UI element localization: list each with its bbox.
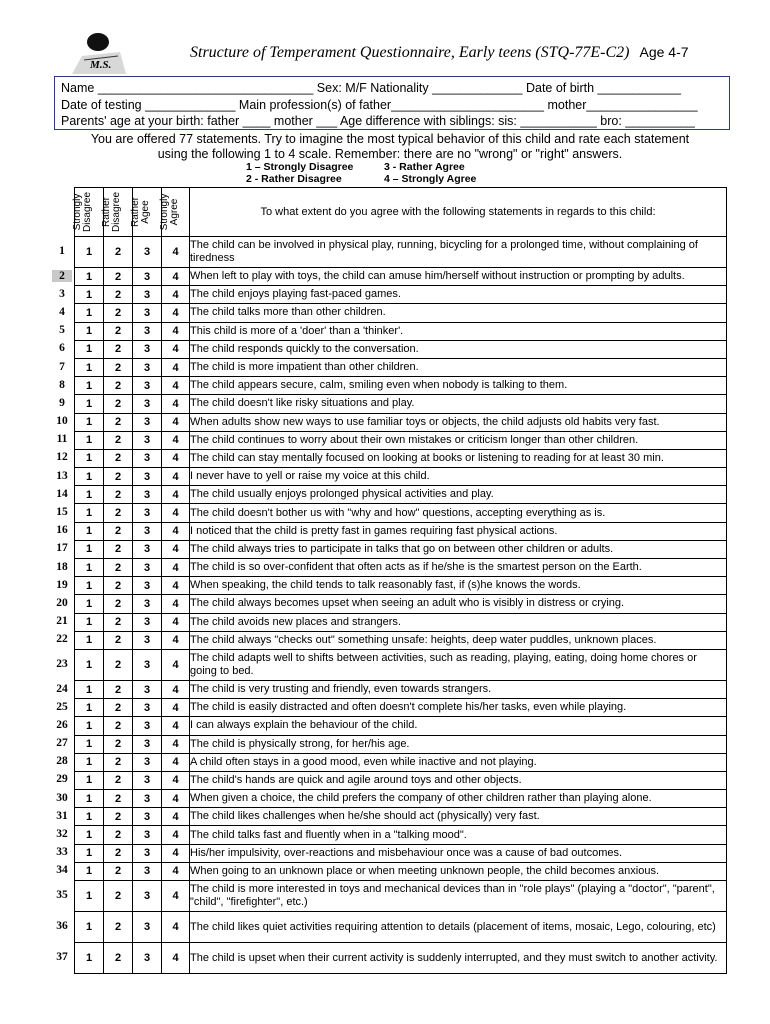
respondent-info-box <box>54 76 730 130</box>
statement-text: The child talks fast and fluently when in a "talking mood". <box>190 826 727 844</box>
statement-text: The child always "checks out" something unsafe: heights, deep water puddles, unknown places. <box>190 631 727 649</box>
rating-option-3[interactable]: 3 <box>133 881 162 912</box>
rating-option-3[interactable]: 3 <box>133 631 162 649</box>
rating-option-4[interactable]: 4 <box>162 237 190 268</box>
institution-logo <box>68 30 130 76</box>
rating-option-3[interactable]: 3 <box>133 540 162 558</box>
rating-option-2[interactable]: 2 <box>104 595 133 613</box>
info-line-name[interactable]: Name _______________________________ Sex: M/F Nationality _____________ Date of birth ____________ <box>61 81 681 95</box>
rating-option-1[interactable]: 1 <box>75 862 104 880</box>
rating-option-3[interactable]: 3 <box>133 377 162 395</box>
rating-option-2[interactable]: 2 <box>104 680 133 698</box>
rating-option-1[interactable]: 1 <box>75 268 104 286</box>
table-row <box>75 826 727 844</box>
table-row <box>75 912 727 943</box>
rating-option-1[interactable]: 1 <box>75 486 104 504</box>
rating-option-1[interactable]: 1 <box>75 844 104 862</box>
rating-option-3[interactable]: 3 <box>133 680 162 698</box>
statement-text: The child responds quickly to the conversation. <box>190 340 727 358</box>
statement-text: The child adapts well to shifts between activities, such as reading, playing, eating, doing home chores or going to bed. <box>190 649 727 680</box>
row-number: 28 <box>56 755 68 768</box>
rating-option-1[interactable]: 1 <box>75 735 104 753</box>
row-number: 32 <box>56 828 68 841</box>
row-number: 18 <box>56 560 68 573</box>
rating-option-2[interactable]: 2 <box>104 431 133 449</box>
table-row <box>75 680 727 698</box>
statement-text: When going to an unknown place or when meeting unknown people, the child becomes anxious. <box>190 862 727 880</box>
row-number: 8 <box>59 378 65 391</box>
statement-text: The child can stay mentally focused on looking at books or listening to reading for at least 30 min. <box>190 449 727 467</box>
rating-option-1[interactable]: 1 <box>75 881 104 912</box>
table-row <box>75 340 727 358</box>
rating-option-4[interactable]: 4 <box>162 286 190 304</box>
rating-option-3[interactable]: 3 <box>133 771 162 789</box>
rating-option-4[interactable]: 4 <box>162 395 190 413</box>
rating-option-2[interactable]: 2 <box>104 340 133 358</box>
table-row <box>75 862 727 880</box>
rating-option-3[interactable]: 3 <box>133 358 162 376</box>
table-row <box>75 649 727 680</box>
statement-text: I can always explain the behaviour of the child. <box>190 717 727 735</box>
rating-option-2[interactable]: 2 <box>104 449 133 467</box>
rating-option-2[interactable]: 2 <box>104 268 133 286</box>
rating-option-1[interactable]: 1 <box>75 577 104 595</box>
rating-option-3[interactable]: 3 <box>133 449 162 467</box>
instructions-line-2: using the following 1 to 4 scale. Remember: there are no "wrong" or "right" answers. <box>157 147 623 161</box>
row-number: 27 <box>56 737 68 750</box>
table-row <box>75 449 727 467</box>
rating-option-4[interactable]: 4 <box>162 613 190 631</box>
rating-option-1[interactable]: 1 <box>75 522 104 540</box>
row-number: 9 <box>59 396 65 409</box>
rating-option-2[interactable]: 2 <box>104 862 133 880</box>
row-number: 12 <box>56 451 68 464</box>
rating-option-4[interactable]: 4 <box>162 943 190 974</box>
rating-option-1[interactable]: 1 <box>75 449 104 467</box>
row-number: 19 <box>56 578 68 591</box>
table-row <box>75 881 727 912</box>
statement-text: The child is easily distracted and often doesn't complete his/her tasks, even while playing. <box>190 699 727 717</box>
rating-option-2[interactable]: 2 <box>104 468 133 486</box>
rating-option-2[interactable]: 2 <box>104 881 133 912</box>
questionnaire-table <box>74 187 727 974</box>
statement-text: The child always becomes upset when seeing an adult who is visibly in distress or crying. <box>190 595 727 613</box>
row-number: 30 <box>56 791 68 804</box>
scale-2: 2 - Rather Disagree <box>246 173 342 185</box>
rating-option-4[interactable]: 4 <box>162 649 190 680</box>
row-number: 5 <box>59 324 65 337</box>
table-row <box>75 943 727 974</box>
row-number: 21 <box>56 615 68 628</box>
rating-option-4[interactable]: 4 <box>162 577 190 595</box>
rating-option-1[interactable]: 1 <box>75 790 104 808</box>
col-header-strongly-disagree: Strongly Disagree <box>75 188 104 237</box>
rating-option-3[interactable]: 3 <box>133 504 162 522</box>
rating-option-2[interactable]: 2 <box>104 237 133 268</box>
table-row <box>75 559 727 577</box>
row-number: 13 <box>56 469 68 482</box>
rating-option-3[interactable]: 3 <box>133 826 162 844</box>
rating-option-4[interactable]: 4 <box>162 595 190 613</box>
rating-option-3[interactable]: 3 <box>133 862 162 880</box>
document-title <box>190 44 689 62</box>
row-number: 29 <box>56 773 68 786</box>
table-row <box>75 808 727 826</box>
table-row <box>75 631 727 649</box>
table-row <box>75 735 727 753</box>
rating-option-3[interactable]: 3 <box>133 522 162 540</box>
statement-text: The child likes challenges when he/she should act (physically) very fast. <box>190 808 727 826</box>
statement-text: The child usually enjoys prolonged physical activities and play. <box>190 486 727 504</box>
statement-text: When left to play with toys, the child can amuse him/herself without instruction or prompting by adults. <box>190 268 727 286</box>
statement-text: The child is more impatient than other children. <box>190 358 727 376</box>
rating-option-1[interactable]: 1 <box>75 431 104 449</box>
rating-option-4[interactable]: 4 <box>162 881 190 912</box>
rating-option-4[interactable]: 4 <box>162 268 190 286</box>
rating-option-3[interactable]: 3 <box>133 943 162 974</box>
statement-text: The child avoids new places and strangers. <box>190 613 727 631</box>
statement-text: The child is upset when their current activity is suddenly interrupted, and they must switch to another activity. <box>190 943 727 974</box>
statement-text: The child can be involved in physical play, running, bicycling for a prolonged time, without complaining of tiredness <box>190 237 727 268</box>
rating-option-4[interactable]: 4 <box>162 808 190 826</box>
table-row <box>75 377 727 395</box>
rating-option-4[interactable]: 4 <box>162 844 190 862</box>
rating-option-3[interactable]: 3 <box>133 431 162 449</box>
rating-option-3[interactable]: 3 <box>133 322 162 340</box>
rating-option-2[interactable]: 2 <box>104 322 133 340</box>
rating-option-4[interactable]: 4 <box>162 912 190 943</box>
rating-option-3[interactable]: 3 <box>133 790 162 808</box>
rating-option-3[interactable]: 3 <box>133 699 162 717</box>
rating-option-2[interactable]: 2 <box>104 631 133 649</box>
row-number: 23 <box>56 657 68 670</box>
rating-option-3[interactable]: 3 <box>133 613 162 631</box>
statement-text: The child is very trusting and friendly, even towards strangers. <box>190 680 727 698</box>
statement-text: When adults show new ways to use familiar toys or objects, the child adjusts old habits very fast. <box>190 413 727 431</box>
row-number: 15 <box>56 506 68 519</box>
rating-option-4[interactable]: 4 <box>162 717 190 735</box>
statement-text: The child doesn't bother us with "why and how" questions, accepting everything as is. <box>190 504 727 522</box>
table-row <box>75 322 727 340</box>
rating-option-1[interactable]: 1 <box>75 237 104 268</box>
question-header: To what extent do you agree with the following statements in regards to this child: <box>190 188 727 237</box>
row-number: 6 <box>59 342 65 355</box>
rating-option-3[interactable]: 3 <box>133 735 162 753</box>
table-row <box>75 753 727 771</box>
table-row <box>75 717 727 735</box>
rating-option-4[interactable]: 4 <box>162 771 190 789</box>
rating-option-4[interactable]: 4 <box>162 826 190 844</box>
statement-text: His/her impulsivity, over-reactions and misbehaviour once was a cause of bad outcomes. <box>190 844 727 862</box>
table-row <box>75 413 727 431</box>
rating-option-2[interactable]: 2 <box>104 504 133 522</box>
rating-option-4[interactable]: 4 <box>162 540 190 558</box>
rating-option-1[interactable]: 1 <box>75 322 104 340</box>
row-number: 26 <box>56 718 68 731</box>
statement-text: The child talks more than other children. <box>190 304 727 322</box>
scale-4: 4 – Strongly Agree <box>384 173 477 185</box>
rating-option-4[interactable]: 4 <box>162 377 190 395</box>
statement-text: I noticed that the child is pretty fast in games requiring fast physical actions. <box>190 522 727 540</box>
rating-option-3[interactable]: 3 <box>133 844 162 862</box>
rating-option-2[interactable]: 2 <box>104 649 133 680</box>
title-text: Structure of Temperament Questionnaire, Early teens (STQ-77E-C2) <box>190 44 630 61</box>
rating-option-4[interactable]: 4 <box>162 486 190 504</box>
rating-option-2[interactable]: 2 <box>104 522 133 540</box>
rating-option-4[interactable]: 4 <box>162 559 190 577</box>
rating-option-3[interactable]: 3 <box>133 468 162 486</box>
rating-option-1[interactable]: 1 <box>75 377 104 395</box>
table-row <box>75 468 727 486</box>
table-row <box>75 304 727 322</box>
statement-text: The child appears secure, calm, smiling even when nobody is talking to them. <box>190 377 727 395</box>
row-number: 3 <box>59 287 65 300</box>
table-row <box>75 504 727 522</box>
statement-text: The child continues to worry about their own mistakes or criticism longer than other children. <box>190 431 727 449</box>
table-row <box>75 237 727 268</box>
rating-option-4[interactable]: 4 <box>162 790 190 808</box>
rating-option-4[interactable]: 4 <box>162 735 190 753</box>
row-number: 10 <box>56 415 68 428</box>
rating-option-3[interactable]: 3 <box>133 395 162 413</box>
scale-3: 3 - Rather Agree <box>384 161 465 173</box>
row-number: 17 <box>56 542 68 555</box>
statement-text: The child always tries to participate in talks that go on between other children or adults. <box>190 540 727 558</box>
rating-option-4[interactable]: 4 <box>162 862 190 880</box>
rating-option-2[interactable]: 2 <box>104 286 133 304</box>
rating-option-2[interactable]: 2 <box>104 717 133 735</box>
rating-option-4[interactable]: 4 <box>162 358 190 376</box>
table-row <box>75 771 727 789</box>
rating-option-1[interactable]: 1 <box>75 771 104 789</box>
rating-option-2[interactable]: 2 <box>104 943 133 974</box>
rating-option-1[interactable]: 1 <box>75 826 104 844</box>
rating-option-4[interactable]: 4 <box>162 413 190 431</box>
row-number: 25 <box>56 700 68 713</box>
rating-option-2[interactable]: 2 <box>104 844 133 862</box>
rating-option-3[interactable]: 3 <box>133 577 162 595</box>
rating-option-1[interactable]: 1 <box>75 468 104 486</box>
statement-text: The child is more interested in toys and mechanical devices than in "role plays" (playing a "doctor", "parent", "child", "firefighter", etc.) <box>190 881 727 912</box>
rating-option-1[interactable]: 1 <box>75 649 104 680</box>
col-header-rather-disagree: Rather Disagree <box>104 188 133 237</box>
table-row <box>75 486 727 504</box>
statement-text: I never have to yell or raise my voice at this child. <box>190 468 727 486</box>
table-row <box>75 577 727 595</box>
row-number: 22 <box>56 633 68 646</box>
rating-option-2[interactable]: 2 <box>104 577 133 595</box>
rating-option-2[interactable]: 2 <box>104 912 133 943</box>
rating-option-4[interactable]: 4 <box>162 753 190 771</box>
rating-option-3[interactable]: 3 <box>133 286 162 304</box>
table-row <box>75 358 727 376</box>
info-line-parents[interactable]: Parents' age at your birth: father ____ mother ___ Age difference with siblings: sis: ___________ bro: __________ <box>61 114 695 128</box>
rating-option-2[interactable]: 2 <box>104 486 133 504</box>
row-number: 7 <box>59 360 65 373</box>
rating-option-2[interactable]: 2 <box>104 613 133 631</box>
rating-option-2[interactable]: 2 <box>104 790 133 808</box>
age-range: Age 4-7 <box>639 44 689 60</box>
table-row <box>75 395 727 413</box>
rating-option-2[interactable]: 2 <box>104 540 133 558</box>
row-number: 2 <box>52 270 72 282</box>
table-row <box>75 595 727 613</box>
rating-option-2[interactable]: 2 <box>104 304 133 322</box>
rating-option-3[interactable]: 3 <box>133 912 162 943</box>
row-number: 24 <box>56 682 68 695</box>
table-row <box>75 268 727 286</box>
statement-text: The child likes quiet activities requiring attention to details (placement of items, mosaic, Lego, colouring, etc) <box>190 912 727 943</box>
rating-option-2[interactable]: 2 <box>104 413 133 431</box>
rating-option-2[interactable]: 2 <box>104 771 133 789</box>
rating-option-2[interactable]: 2 <box>104 808 133 826</box>
rating-option-3[interactable]: 3 <box>133 304 162 322</box>
rating-option-3[interactable]: 3 <box>133 486 162 504</box>
row-number: 37 <box>56 951 68 963</box>
rating-option-1[interactable]: 1 <box>75 395 104 413</box>
row-number: 1 <box>59 245 65 257</box>
rating-option-3[interactable]: 3 <box>133 717 162 735</box>
info-line-testing[interactable]: Date of testing _____________ Main profession(s) of father______________________ mother________________ <box>61 97 698 112</box>
row-number: 11 <box>56 433 68 446</box>
rating-option-4[interactable]: 4 <box>162 504 190 522</box>
statement-text: The child is so over-confident that often acts as if he/she is the smartest person on the Earth. <box>190 559 727 577</box>
statement-text: This child is more of a 'doer' than a 'thinker'. <box>190 322 727 340</box>
table-row <box>75 790 727 808</box>
rating-option-4[interactable]: 4 <box>162 522 190 540</box>
col-header-strongly-agree: Strongly Agree <box>162 188 190 237</box>
rating-option-4[interactable]: 4 <box>162 631 190 649</box>
rating-option-2[interactable]: 2 <box>104 699 133 717</box>
rating-option-3[interactable]: 3 <box>133 595 162 613</box>
rating-option-3[interactable]: 3 <box>133 237 162 268</box>
table-header-row <box>75 188 727 237</box>
rating-option-4[interactable]: 4 <box>162 680 190 698</box>
rating-option-1[interactable]: 1 <box>75 753 104 771</box>
rating-option-1[interactable]: 1 <box>75 413 104 431</box>
rating-option-4[interactable]: 4 <box>162 431 190 449</box>
statement-text: When speaking, the child tends to talk reasonably fast, if (s)he knows the words. <box>190 577 727 595</box>
table-row <box>75 522 727 540</box>
rating-option-1[interactable]: 1 <box>75 699 104 717</box>
rating-option-1[interactable]: 1 <box>75 613 104 631</box>
rating-option-1[interactable]: 1 <box>75 680 104 698</box>
row-number: 31 <box>56 809 68 822</box>
rating-option-1[interactable]: 1 <box>75 808 104 826</box>
col-header-rather-agree: Rather Agee <box>133 188 162 237</box>
rating-option-3[interactable]: 3 <box>133 340 162 358</box>
row-number: 36 <box>56 920 68 932</box>
rating-option-3[interactable]: 3 <box>133 753 162 771</box>
statement-text: The child doesn't like risky situations and play. <box>190 395 727 413</box>
row-number: 4 <box>59 305 65 318</box>
rating-option-3[interactable]: 3 <box>133 268 162 286</box>
rating-option-4[interactable]: 4 <box>162 468 190 486</box>
scale-1: 1 – Strongly Disagree <box>246 161 354 173</box>
rating-option-1[interactable]: 1 <box>75 304 104 322</box>
statement-text: The child is physically strong, for her/his age. <box>190 735 727 753</box>
scale-legend-left <box>246 161 353 185</box>
rating-option-2[interactable]: 2 <box>104 395 133 413</box>
rating-option-1[interactable]: 1 <box>75 559 104 577</box>
rating-option-4[interactable]: 4 <box>162 449 190 467</box>
rating-option-1[interactable]: 1 <box>75 340 104 358</box>
rating-option-1[interactable]: 1 <box>75 631 104 649</box>
statement-text: When given a choice, the child prefers the company of other children rather than playing alone. <box>190 790 727 808</box>
row-number: 33 <box>56 846 68 859</box>
rating-option-2[interactable]: 2 <box>104 559 133 577</box>
row-number: 34 <box>56 864 68 877</box>
rating-option-4[interactable]: 4 <box>162 322 190 340</box>
svg-text:M.S.: M.S. <box>90 59 112 71</box>
rating-option-3[interactable]: 3 <box>133 808 162 826</box>
rating-option-4[interactable]: 4 <box>162 304 190 322</box>
row-number: 16 <box>56 524 68 537</box>
table-row <box>75 613 727 631</box>
rating-option-2[interactable]: 2 <box>104 377 133 395</box>
rating-option-1[interactable]: 1 <box>75 540 104 558</box>
statement-text: The child's hands are quick and agile around toys and other objects. <box>190 771 727 789</box>
table-row <box>75 286 727 304</box>
row-number: 14 <box>56 487 68 500</box>
rating-option-1[interactable]: 1 <box>75 912 104 943</box>
row-number: 20 <box>56 596 68 609</box>
scale-legend-right <box>384 161 476 185</box>
rating-option-1[interactable]: 1 <box>75 358 104 376</box>
rating-option-4[interactable]: 4 <box>162 699 190 717</box>
rating-option-1[interactable]: 1 <box>75 595 104 613</box>
rating-option-3[interactable]: 3 <box>133 559 162 577</box>
rating-option-1[interactable]: 1 <box>75 504 104 522</box>
rating-option-2[interactable]: 2 <box>104 735 133 753</box>
instructions <box>60 132 720 162</box>
statement-text: A child often stays in a good mood, even while inactive and not playing. <box>190 753 727 771</box>
rating-option-2[interactable]: 2 <box>104 753 133 771</box>
rating-option-3[interactable]: 3 <box>133 649 162 680</box>
rating-option-2[interactable]: 2 <box>104 826 133 844</box>
table-row <box>75 699 727 717</box>
rating-option-4[interactable]: 4 <box>162 340 190 358</box>
rating-option-1[interactable]: 1 <box>75 943 104 974</box>
table-row <box>75 844 727 862</box>
rating-option-1[interactable]: 1 <box>75 286 104 304</box>
statement-text: The child enjoys playing fast-paced games. <box>190 286 727 304</box>
row-number: 35 <box>56 889 68 901</box>
rating-option-2[interactable]: 2 <box>104 358 133 376</box>
table-row <box>75 431 727 449</box>
rating-option-3[interactable]: 3 <box>133 413 162 431</box>
table-row <box>75 540 727 558</box>
rating-option-1[interactable]: 1 <box>75 717 104 735</box>
instructions-line-1: You are offered 77 statements. Try to imagine the most typical behavior of this child and rate each statement <box>90 132 690 146</box>
